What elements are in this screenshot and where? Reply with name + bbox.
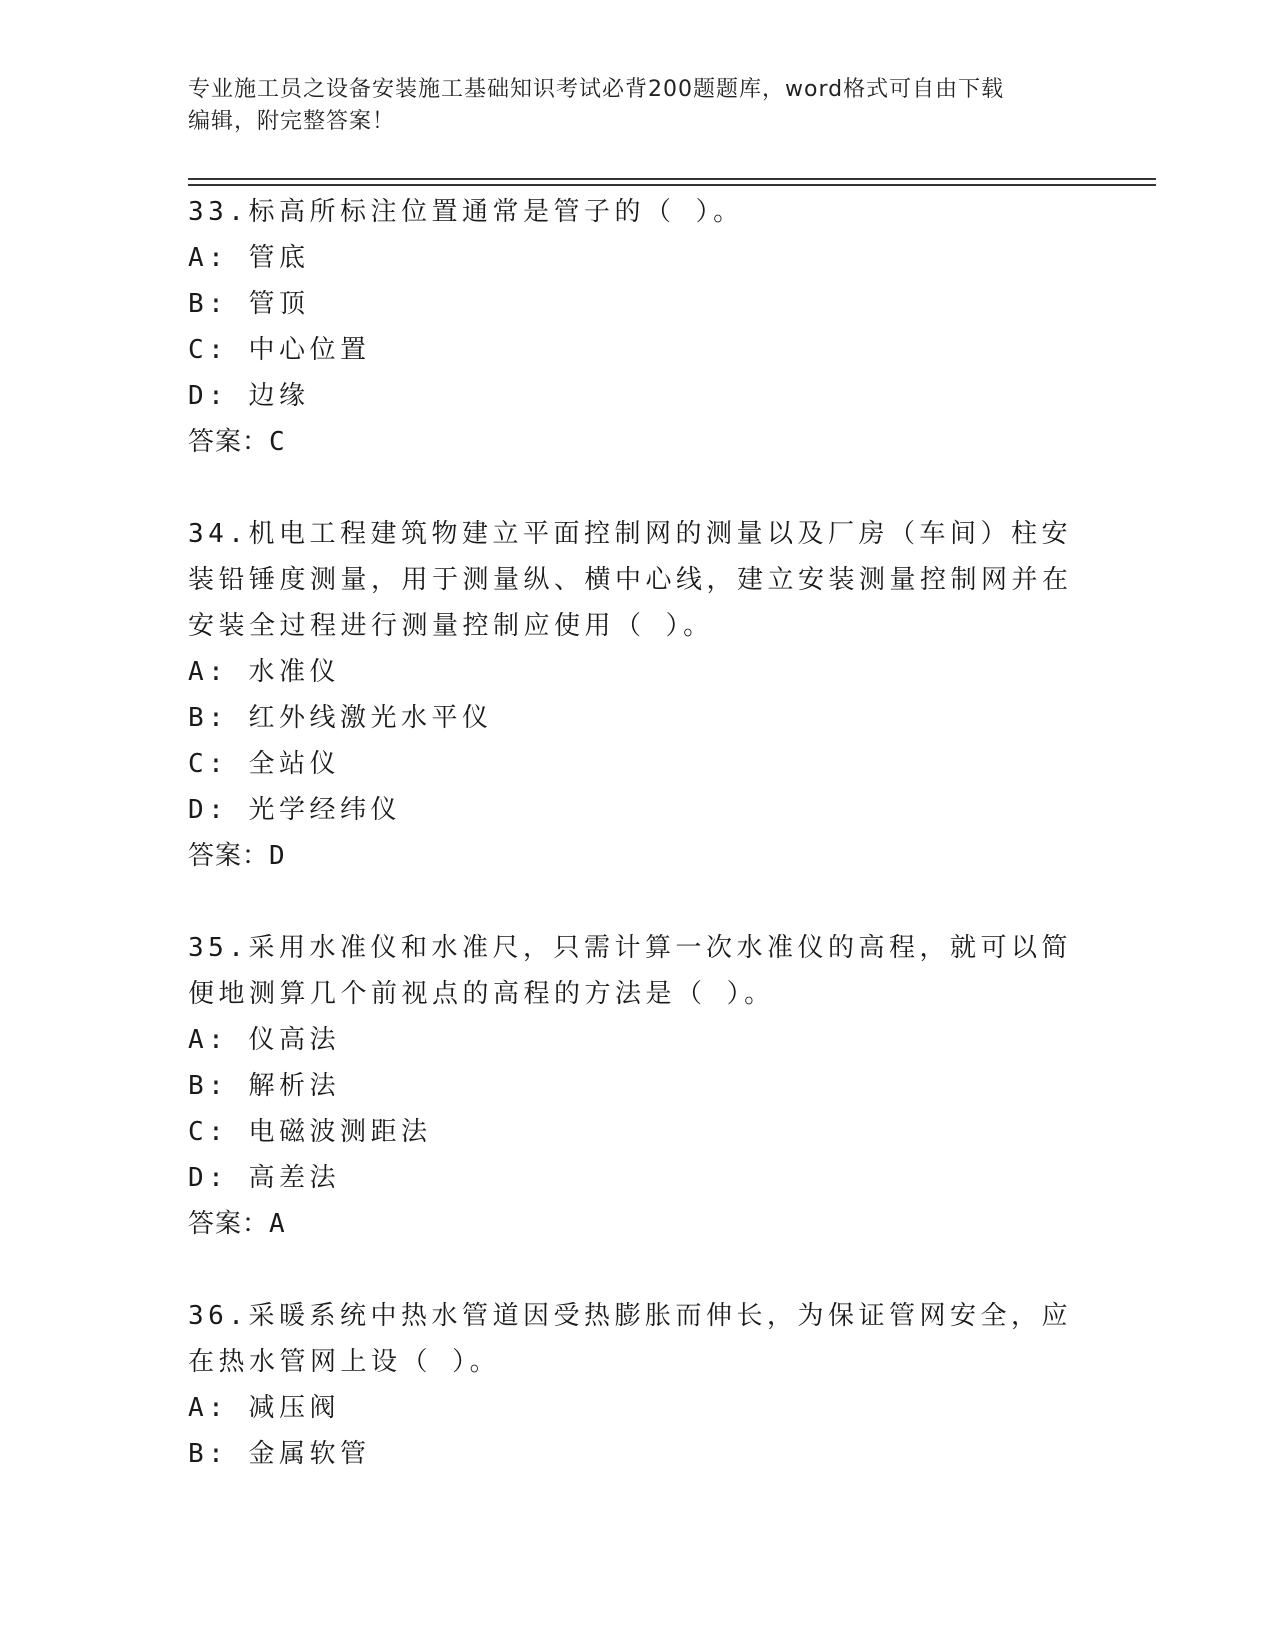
option-a: A: 管底 [188,243,310,273]
option-b: B: 金属软管 [188,1439,371,1469]
answer-line [188,1201,1088,1247]
question-text: 34.机电工程建筑物建立平面控制网的测量以及厂房（车间）柱安装铅锤度测量，用于测量纵、横中心线，建立安装测量控制网并在安装全过程进行测量控制应使用（ ）。 [188,519,1073,641]
option-d: D: 高差法 [188,1163,340,1193]
answer-line [188,419,1088,465]
option-d: D: 光学经纬仪 [188,795,401,825]
option-b: B: 解析法 [188,1071,340,1101]
answer-value: C [269,427,287,457]
option-c: C: 中心位置 [188,335,371,365]
question-34 [188,511,1088,879]
question-text: 33.标高所标注位置通常是管子的（ ）。 [188,197,744,227]
option-a: A: 水准仪 [188,657,340,687]
answer-value: D [269,841,287,871]
question-35 [188,925,1088,1247]
question-text: 35.采用水准仪和水准尺，只需计算一次水准仪的高程，就可以简便地测算几个前视点的高程的方法是（ ）。 [188,933,1072,1009]
answer-label: 答案： [188,1209,270,1239]
answer-line [188,833,1088,879]
option-c: C: 电磁波测距法 [188,1117,432,1147]
option-b: B: 管顶 [188,289,310,319]
answer-label: 答案： [188,841,270,871]
option-b: B: 红外线激光水平仪 [188,703,493,733]
document-header [188,74,1088,138]
question-33 [188,189,1088,465]
header-title-line-2: 编辑，附完整答案！ [188,109,396,134]
answer-value: A [269,1209,287,1239]
header-divider-bottom [188,184,1156,186]
option-c: C: 全站仪 [188,749,340,779]
question-list [188,189,1088,1477]
option-a: A: 减压阀 [188,1393,340,1423]
question-text: 36.采暖系统中热水管道因受热膨胀而伸长，为保证管网安全，应在热水管网上设（ ）。 [188,1301,1072,1377]
option-a: A: 仪高法 [188,1025,340,1055]
question-36 [188,1293,1088,1477]
header-divider-top [188,178,1156,180]
answer-label: 答案： [188,427,270,457]
option-d: D: 边缘 [188,381,310,411]
header-title-line-1: 专业施工员之设备安装施工基础知识考试必背200题题库，word格式可自由下载 [188,77,1005,102]
